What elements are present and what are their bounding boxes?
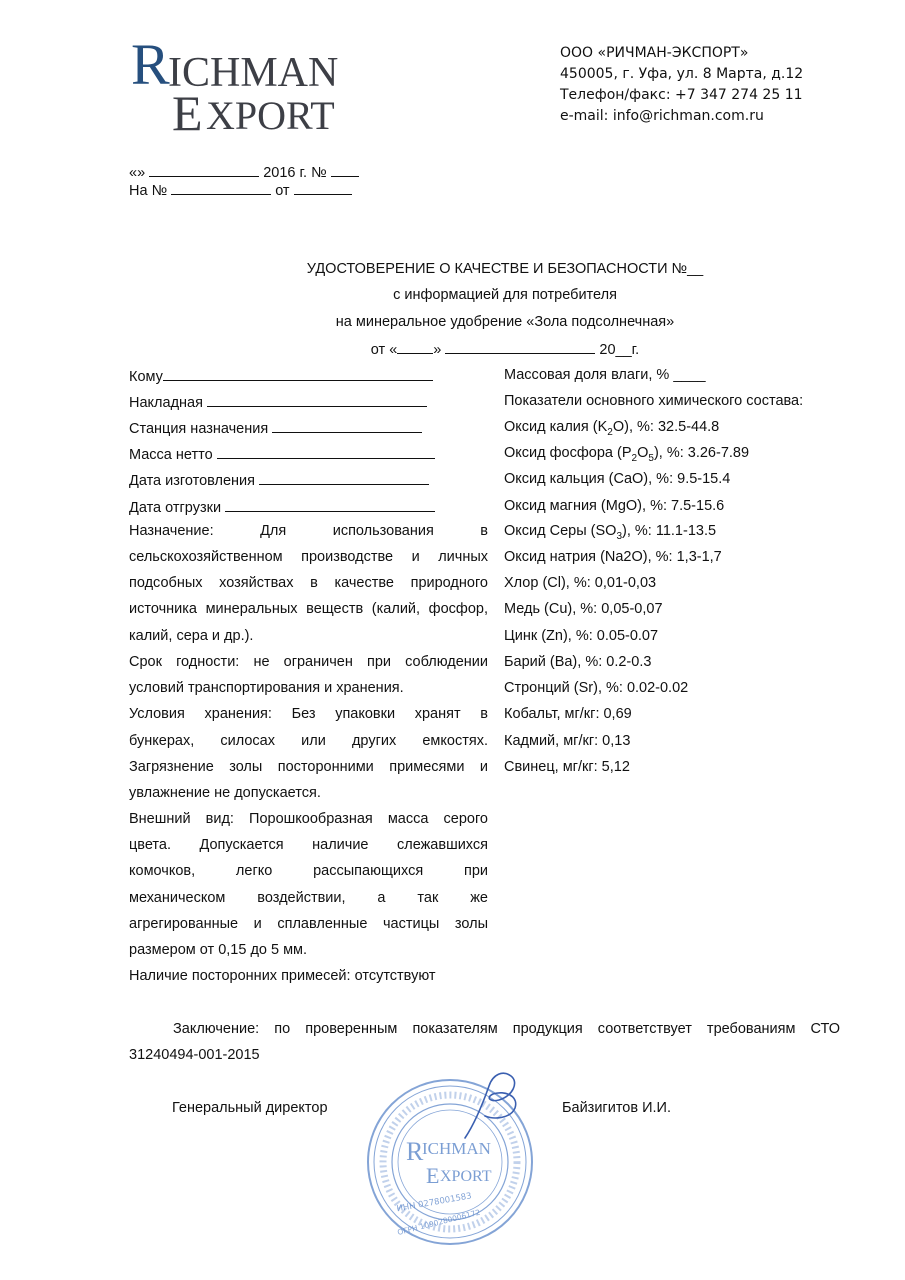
logo-letter-e: E [172, 85, 203, 141]
stamp-letter-r: R [406, 1137, 424, 1166]
director-signature [455, 1068, 535, 1143]
vid-line: Внешний вид: Порошкообразная масса серого [129, 811, 488, 827]
stamp-ogrn: ОГРН 1090280006172 [396, 1207, 482, 1237]
usloviya-line: Загрязнение золы посторонними примесями и [129, 759, 488, 775]
chem-cl: Хлор (Cl), %: 0,01-0,03 [504, 575, 657, 591]
stamp-word-xport: XPORT [440, 1168, 492, 1185]
product-name: на минеральное удобрение «Зола подсолнечная» [335, 314, 675, 330]
director-name: Байзигитов И.И. [562, 1100, 671, 1116]
stamp-inn: ИНН 0278001583 [395, 1191, 473, 1215]
usloviya-line: бункерах, силосах или других емкостях. [129, 733, 488, 749]
ref-date-blank [294, 181, 352, 195]
chem-k2o: Оксид калия $(K_2O)$, %: 32.5-44.8 [504, 419, 720, 438]
ref-number-blank [171, 181, 271, 195]
chem-sr: Стронций (Sr), %: 0.02-0.02 [504, 680, 689, 696]
chem-na2o: Оксид натрия (Na2O), %: 1,3-1,7 [504, 549, 722, 565]
chem-zn: Цинк (Zn), %: 0.05-0.07 [504, 628, 659, 644]
field-data-izgotovleniya: Дата изготовления [129, 471, 429, 489]
naznachenie-line: источника минеральных веществ (калий, фосфор, [129, 601, 488, 617]
document-title: УДОСТОВЕРЕНИЕ О КАЧЕСТВЕ И БЕЗОПАСНОСТИ №__ [306, 261, 704, 277]
chem-co: Кобальт, мг/кг: 0,69 [504, 706, 632, 722]
vid-line: размером от 0,15 до 5 мм. [129, 942, 308, 958]
company-phone: Телефон/факс: +7 347 274 25 11 [560, 87, 803, 103]
field-data-otgruzki: Дата отгрузки [129, 498, 435, 516]
logo-letter-r: R [131, 32, 170, 97]
date-blank [149, 163, 259, 177]
logo-word-xport: XPORT [206, 93, 335, 138]
usloviya-line: увлажнение не допускается. [129, 785, 321, 801]
chem-p2o5: Оксид фосфора $(P_2O_5)$, %: 3.26-7.89 [504, 445, 750, 464]
chem-pb: Свинец, мг/кг: 5,12 [504, 759, 630, 775]
number-blank [331, 163, 359, 177]
naznachenie-line: подсобных хозяйствах в качестве природного [129, 575, 488, 591]
chem-heading: Показатели основного химического состава: [504, 393, 804, 409]
chem-cd: Кадмий, мг/кг: 0,13 [504, 733, 631, 749]
document-subtitle: с информацией для потребителя [393, 287, 617, 303]
logo-word-ichman: ICHMAN [168, 50, 339, 96]
chem-cao: Оксид кальция (CaO), %: 9.5-15.4 [504, 471, 731, 487]
field-nakladnaya: Накладная [129, 393, 427, 411]
certificate-date: от « » 20__г. [370, 342, 640, 358]
company-email: e-mail: info@richman.com.ru [560, 108, 764, 124]
vid-line: агрегированные и сплавленные частицы золы [129, 916, 488, 932]
company-logo [131, 32, 347, 141]
director-position: Генеральный директор [172, 1100, 328, 1116]
naznachenie-line: калий, сера и др.). [129, 628, 254, 644]
vid-line: механическом воздействии, а так же [129, 890, 488, 906]
field-stanciya: Станция назначения [129, 419, 422, 437]
usloviya-line: Условия хранения: Без упаковки хранят в [129, 706, 488, 722]
chem-ba: Барий (Ba), %: 0.2-0.3 [504, 654, 652, 670]
field-massa: Масса нетто [129, 445, 435, 463]
stamp-letter-e: E [426, 1163, 440, 1188]
srok-line: условий транспортирования и хранения. [129, 680, 404, 696]
chem-moisture: Массовая доля влаги, % ____ [504, 367, 706, 383]
field-komu: Кому [129, 367, 433, 385]
conclusion-standard: 31240494-001-2015 [129, 1047, 260, 1063]
chem-cu: Медь (Cu), %: 0,05-0,07 [504, 601, 663, 617]
date-line: «» 2016 г. № [129, 163, 359, 181]
chem-mgo: Оксид магния (MgO), %: 7.5-15.6 [504, 498, 725, 514]
reference-line: На № от [129, 181, 352, 199]
vid-line: комочков, легко рассыпающихся при [129, 863, 488, 879]
naznachenie-line: Назначение: Для использования в [129, 523, 488, 539]
stamp-word-ichman: ICHMAN [422, 1139, 491, 1158]
company-name: ООО «РИЧМАН-ЭКСПОРТ» [560, 45, 749, 61]
srok-line: Срок годности: не ограничен при соблюдении [129, 654, 488, 670]
conclusion-line: Заключение: по проверенным показателям продукция соответствует требованиям СТО [173, 1021, 840, 1037]
primesi-line: Наличие посторонних примесей: отсутствуют [129, 968, 436, 984]
chem-so3: Оксид Серы $(SO_3)$, %: 11.1-13.5 [504, 523, 717, 542]
company-address: 450005, г. Уфа, ул. 8 Марта, д.12 [560, 66, 804, 82]
vid-line: цвета. Допускается наличие слежавшихся [129, 837, 488, 853]
naznachenie-line: сельскохозяйственном производстве и личных [129, 549, 488, 565]
